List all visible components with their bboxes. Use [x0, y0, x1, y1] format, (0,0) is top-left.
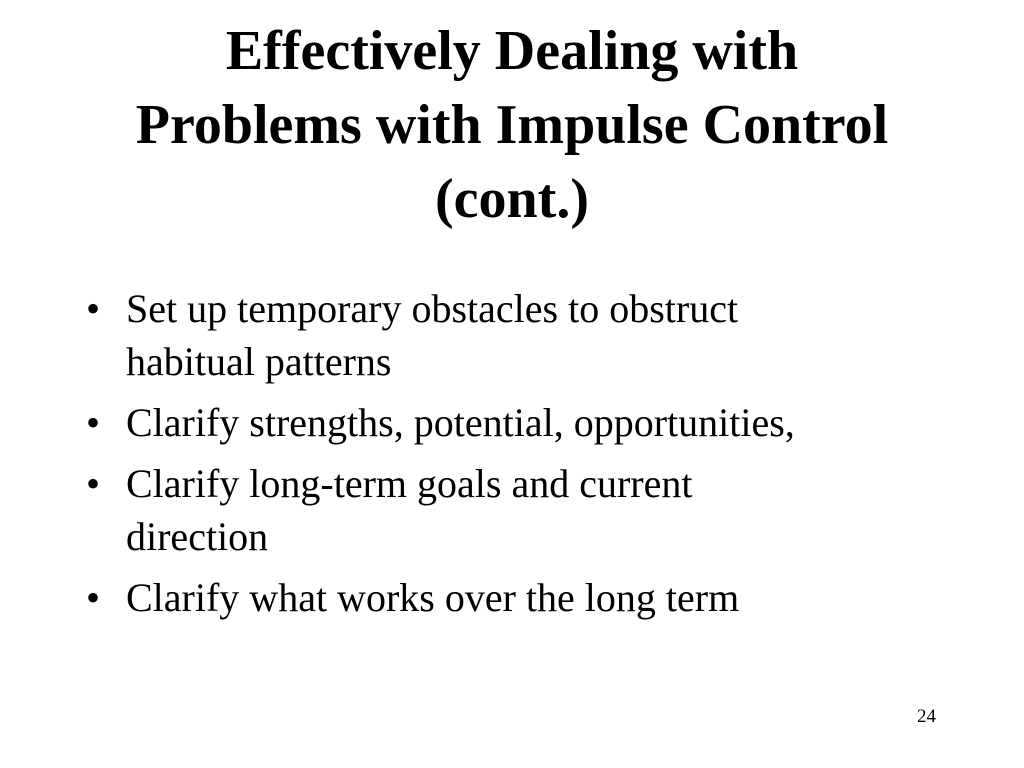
bullet-line: habitual patterns: [126, 339, 392, 384]
bullet-item: [86, 457, 926, 563]
bullet-icon: •: [86, 575, 101, 620]
bullet-item: [86, 282, 926, 388]
bullet-icon: •: [86, 461, 101, 506]
bullet-text: [126, 396, 926, 449]
slide-title: [40, 14, 984, 236]
bullet-line: Set up temporary obstacles to obstruct: [126, 286, 739, 331]
bullet-line: direction: [126, 514, 269, 559]
title-line: Problems with Impulse Control: [135, 94, 889, 156]
page-number: 24: [917, 706, 936, 727]
bullet-text: [126, 282, 926, 388]
bullet-text: [126, 457, 926, 563]
bullet-text: [126, 571, 926, 624]
bullet-line: Clarify what works over the long term: [126, 575, 740, 620]
bullet-line: Clarify long-term goals and current: [126, 461, 693, 506]
bullet-item: [86, 571, 926, 624]
title-line: Effectively Dealing with: [225, 20, 799, 82]
bullet-list: [86, 282, 926, 632]
bullet-icon: •: [86, 400, 101, 445]
bullet-icon: •: [86, 286, 101, 331]
title-line: (cont.): [435, 168, 589, 230]
bullet-item: [86, 396, 926, 449]
bullet-line: Clarify strengths, potential, opportunities,: [126, 400, 795, 445]
